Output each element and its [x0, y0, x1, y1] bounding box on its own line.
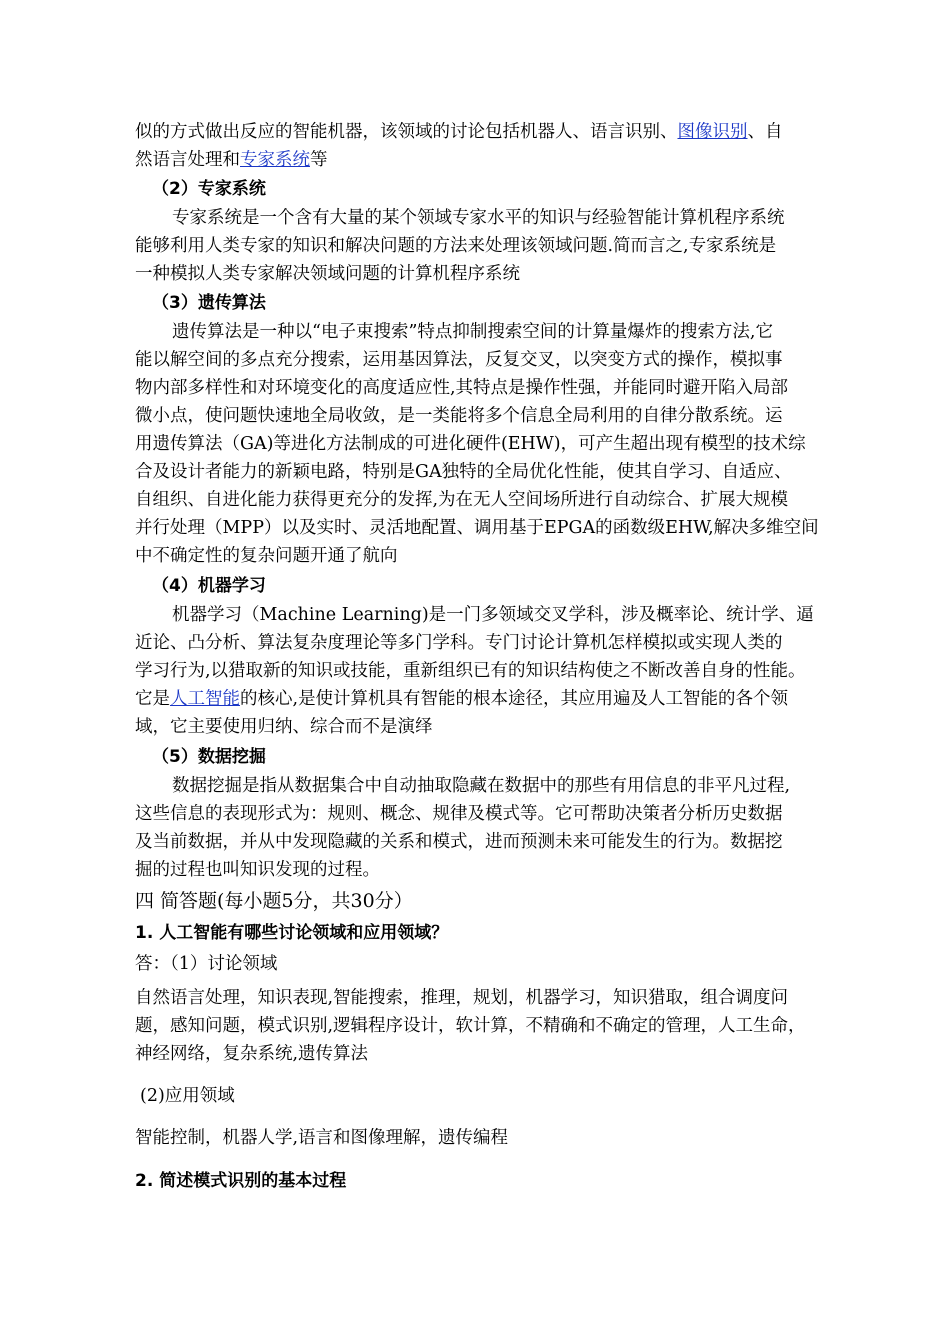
question-2: 2. 简述模式识别的基本过程	[135, 1171, 347, 1191]
text-line	[135, 685, 788, 713]
text-span: 然语言处理和	[135, 150, 240, 170]
text-line: 一种模拟人类专家解决领域问题的计算机程序系统	[135, 264, 520, 284]
app-label: (2)应用领域	[140, 1086, 235, 1106]
link-image-recognition[interactable]: 图像识别	[677, 122, 748, 142]
heading-expert-system: （2）专家系统	[152, 179, 266, 199]
text-line: 近论、凸分析、算法复杂度理论等多门学科。专门讨论计算机怎样模拟或实现人类的	[135, 633, 783, 653]
text-line: 中不确定性的复杂问题开通了航向	[135, 546, 398, 566]
text-line	[135, 118, 783, 146]
link-expert-system[interactable]: 专家系统	[240, 150, 310, 170]
text-span: 等	[310, 150, 328, 170]
text-line: 及当前数据，并从中发现隐藏的关系和模式，进而预测未来可能发生的行为。数据挖	[135, 832, 783, 852]
text-line: 物内部多样性和对环境变化的高度适应性,其特点是操作性强，并能同时避开陷入局部	[135, 378, 789, 398]
text-line: 智能控制，机器人学,语言和图像理解，遗传编程	[135, 1128, 509, 1148]
text-span: 似的方式做出反应的智能机器，该领域的讨论包括机器人、语言识别、	[135, 122, 678, 142]
text-line	[135, 146, 328, 174]
heading-machine-learning: （4）机器学习	[152, 576, 266, 596]
text-line: 遗传算法是一种以“电子束搜索”特点抑制搜索空间的计算量爆炸的搜索方法,它	[172, 322, 773, 342]
question-1: 1. 人工智能有哪些讨论领域和应用领域？	[135, 923, 449, 943]
text-span: 的核心,是使计算机具有智能的根本途径，其应用遍及人工智能的各个领	[240, 689, 789, 709]
text-line: 专家系统是一个含有大量的某个领域专家水平的知识与经验智能计算机程序系统	[172, 208, 785, 228]
text-line: 神经网络，复杂系统,遗传算法	[135, 1044, 369, 1064]
text-line: 能够利用人类专家的知识和解决问题的方法来处理该领域问题.简而言之,专家系统是	[135, 236, 777, 256]
text-line: 微小点，使问题快速地全局收敛，是一类能将多个信息全局利用的自律分散系统。运	[135, 406, 783, 426]
answer-label: 答：（1）讨论领域	[135, 954, 278, 974]
text-line: 学习行为,以猎取新的知识或技能，重新组织已有的知识结构使之不断改善自身的性能。	[135, 661, 806, 681]
heading-data-mining: （5）数据挖掘	[152, 747, 266, 767]
heading-genetic-algorithm: （3）遗传算法	[152, 293, 266, 313]
text-line: 合及设计者能力的新颖电路，特别是GA独特的全局优化性能，使其自学习、自适应、	[135, 462, 792, 482]
section-title: 四 简答题(每小题5分，共30分）	[135, 890, 413, 912]
text-line: 题，感知问题，模式识别,逻辑程序设计，软计算，不精确和不确定的管理，人工生命，	[135, 1016, 806, 1036]
text-span: 它是	[135, 689, 170, 709]
text-span: 、自	[747, 122, 783, 142]
text-line: 掘的过程也叫知识发现的过程。	[135, 860, 380, 880]
link-artificial-intelligence[interactable]: 人工智能	[170, 689, 240, 709]
text-line: 用遗传算法（GA)等进化方法制成的可进化硬件(EHW)，可产生超出现有模型的技术综	[135, 434, 806, 454]
text-line: 自组织、自进化能力获得更充分的发挥,为在无人空间场所进行自动综合、扩展大规模	[135, 490, 789, 510]
text-line: 自然语言处理，知识表现,智能搜索，推理，规划，机器学习，知识猎取，组合调度问	[135, 988, 789, 1008]
text-line: 数据挖掘是指从数据集合中自动抽取隐藏在数据中的那些有用信息的非平凡过程,	[172, 776, 791, 796]
text-line: 能以解空间的多点充分搜索，运用基因算法，反复交叉，以突变方式的操作，模拟事	[135, 350, 783, 370]
text-line: 域，它主要使用归纳、综合而不是演绎	[135, 717, 433, 737]
text-line: 机器学习（Machine Learning)是一门多领域交叉学科，涉及概率论、统计学、逼	[172, 605, 814, 625]
text-line: 这些信息的表现形式为：规则、概念、规律及模式等。它可帮助决策者分析历史数据	[135, 804, 783, 824]
text-line: 并行处理（MPP）以及实时、灵活地配置、调用基于EPGA的函数级EHW,解决多维空间	[135, 518, 819, 538]
